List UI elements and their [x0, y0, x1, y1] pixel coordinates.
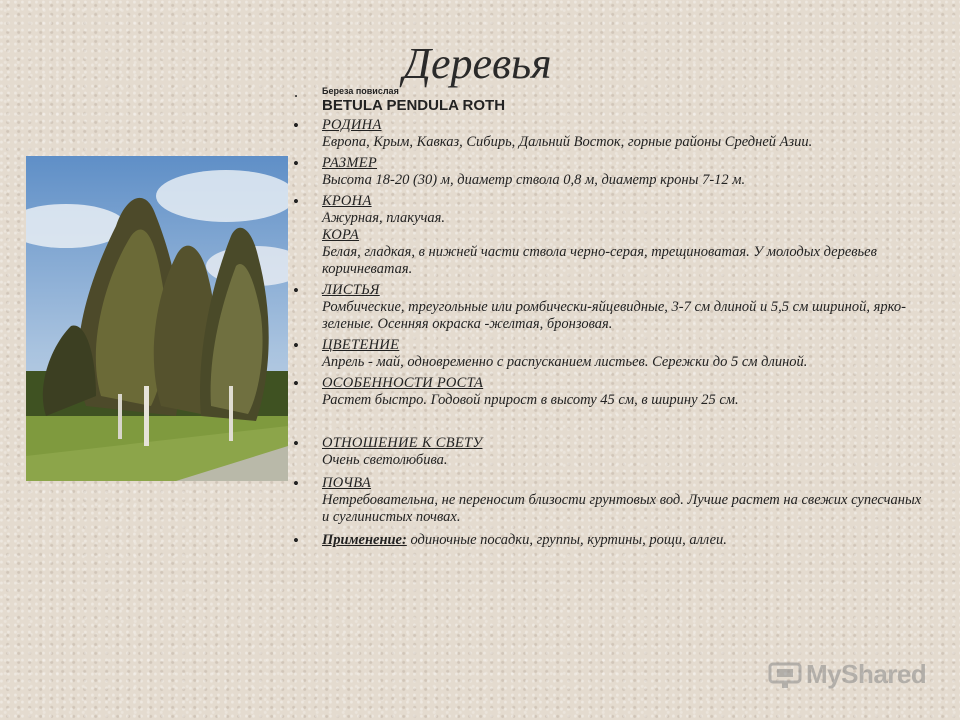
section-heading: РАЗМЕР: [322, 155, 378, 171]
section-heading: ПОЧВА: [322, 475, 372, 491]
bullet: •: [293, 531, 299, 550]
application-text: одиночные посадки, группы, куртины, рощи, аллеи.: [406, 532, 727, 548]
list-item: [286, 155, 926, 189]
section-heading: КОРА: [322, 227, 360, 243]
bullet: •: [293, 336, 299, 355]
bullet: •: [293, 281, 299, 300]
list-item: [286, 282, 926, 333]
bullet: •: [294, 92, 298, 101]
section-text: Апрель - май, одновременно с распусканием листьев. Сережки до 5 см длиной.: [322, 354, 808, 370]
section-heading: КРОНА: [322, 193, 372, 209]
section-text: Нетребовательна, не переносит близости грунтовых вод. Лучше растет на свежих супесчаных и суглинистых почвах.: [322, 492, 922, 525]
list-item: [286, 375, 926, 409]
section-heading: ОСОБЕННОСТИ РОСТА: [322, 375, 484, 391]
section-heading: РОДИНА: [322, 117, 382, 133]
list-item: [286, 117, 926, 151]
list-item: [286, 532, 926, 549]
bullet: •: [293, 154, 299, 173]
watermark: [768, 656, 928, 692]
list-item: [286, 337, 926, 371]
section-text: Растет быстро. Годовой прирост в высоту 45 см, в ширину 25 см.: [322, 392, 739, 408]
latin-name: BETULA PENDULA ROTH: [322, 97, 506, 114]
section-heading: ЛИСТЬЯ: [322, 282, 380, 298]
section-text: Высота 18-20 (30) м, диаметр ствола 0,8 м, диаметр кроны 7-12 м.: [322, 172, 746, 188]
list-item: [286, 475, 926, 526]
watermark-text: MyShared: [806, 658, 927, 689]
section-text: Ажурная, плакучая.: [322, 210, 446, 226]
bullet: •: [293, 374, 299, 393]
bullet: •: [293, 474, 299, 493]
list-item: [286, 86, 926, 114]
section-text: Белая, гладкая, в нижней части ствола черно-серая, трещиноватая. У молодых деревьев коричневатая.: [322, 244, 877, 277]
species-info: [286, 86, 926, 549]
slide-title: Деревья: [403, 39, 552, 88]
bullet: •: [293, 192, 299, 211]
section-text: Ромбические, треугольные или ромбически-яйцевидные, 3-7 см длиной и 5,5 см шириной, ярко-зеленые. Осенняя окраска -желтая, бронзовая.: [322, 299, 906, 332]
application-line: [322, 532, 926, 549]
section-text: Европа, Крым, Кавказ, Сибирь, Дальний Восток, горные районы Средней Азии.: [322, 134, 813, 150]
section-text: Очень светолюбива.: [322, 452, 448, 468]
birch-tree-photo: [26, 156, 288, 481]
bullet: •: [293, 116, 299, 135]
bullet: •: [293, 434, 299, 453]
list-item: [286, 193, 926, 278]
projector-icon: [768, 659, 802, 689]
common-name: Береза повислая: [322, 86, 399, 96]
section-heading: ЦВЕТЕНИЕ: [322, 337, 400, 353]
application-label: Применение:: [322, 532, 407, 548]
list-item: [286, 435, 926, 469]
section-heading: ОТНОШЕНИЕ К СВЕТУ: [322, 435, 483, 451]
